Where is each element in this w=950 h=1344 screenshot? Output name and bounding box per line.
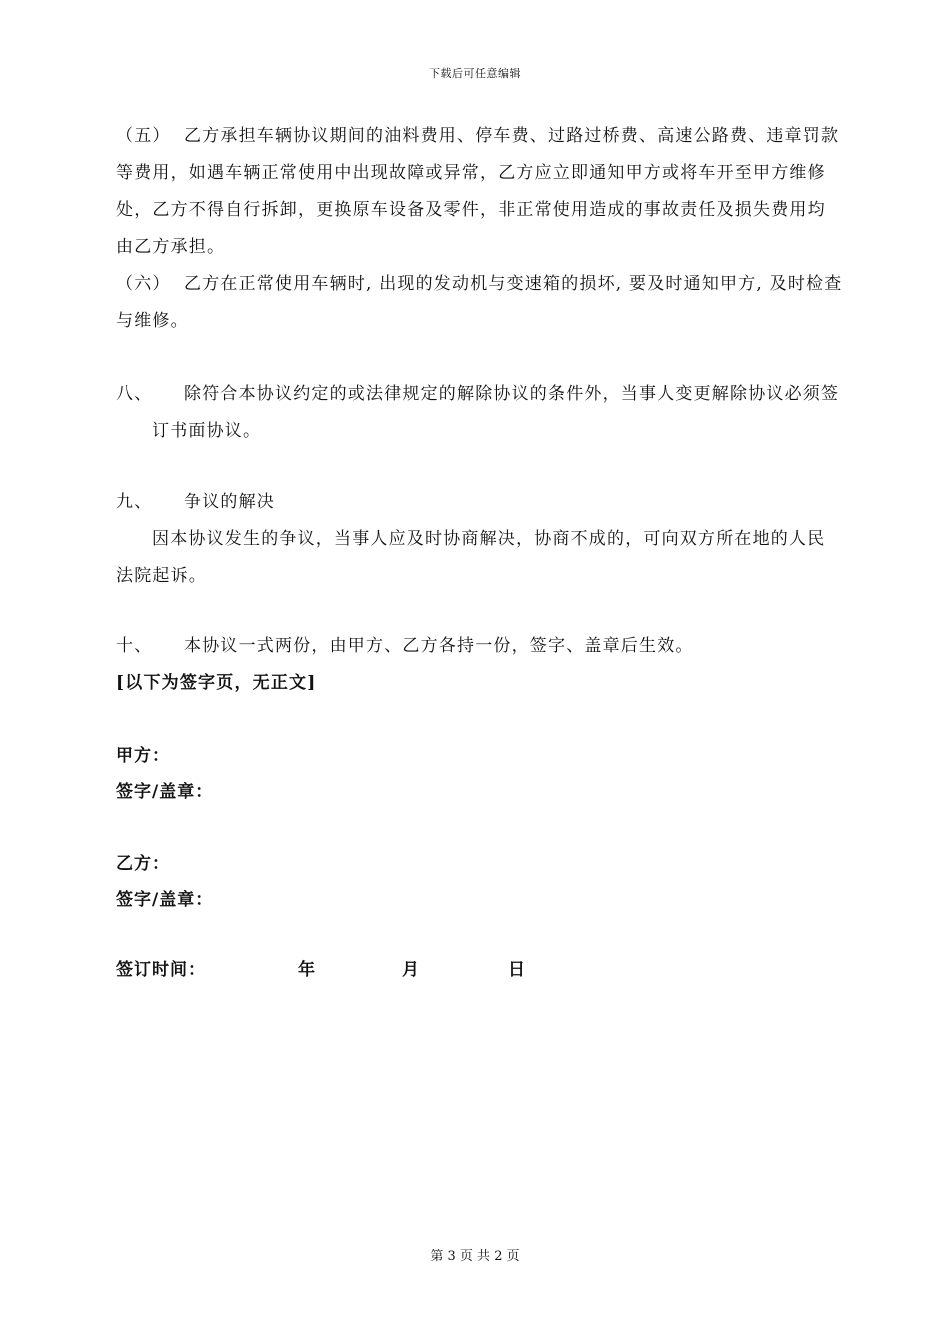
clause-9-head — [116, 484, 876, 521]
clause-5-number: （五） — [116, 126, 171, 146]
clause-9-title: 争议的解决 — [184, 492, 275, 512]
sign-date-month: 月 — [402, 960, 420, 980]
clause-5-text-1: 乙方承担车辆协议期间的油料费用、停车费、过路过桥费、高速公路费、违章罚款 — [184, 126, 840, 146]
party-a-label: 甲方： — [116, 746, 170, 766]
sign-date-line — [116, 958, 616, 982]
sign-date-label: 签订时间： — [116, 960, 206, 980]
clause-6 — [116, 266, 876, 340]
party-a-sign-label: 签字/盖章： — [116, 782, 214, 802]
sign-date-day: 日 — [508, 960, 526, 980]
clause-6-number: （六） — [116, 274, 171, 294]
sign-date-year: 年 — [298, 960, 316, 980]
clause-6-line-1 — [116, 266, 876, 303]
clause-9 — [116, 484, 876, 595]
clause-8-text-2: 订书面协议。 — [152, 421, 262, 441]
clause-5-line-2: 等费用，如遇车辆正常使用中出现故障或异常，乙方应立即通知甲方或将车开至甲方维修 — [116, 163, 826, 183]
clause-5-line-4: 由乙方承担。 — [116, 237, 226, 257]
clause-8-head — [116, 376, 876, 413]
clause-9-number: 九、 — [116, 492, 153, 512]
clause-5 — [116, 118, 876, 266]
signature-page-note: [以下为签字页，无正文] — [116, 673, 317, 693]
page-footer: 第 3 页 共 2 页 — [430, 1249, 520, 1264]
clause-10 — [116, 628, 876, 702]
page-header: 下载后可任意编辑 — [429, 67, 521, 80]
clause-6-text-1: 乙方在正常使用车辆时, 出现的发动机与变速箱的损坏, 要及时通知甲方, 及时检查 — [184, 274, 843, 294]
clause-9-text-1: 因本协议发生的争议，当事人应及时协商解决，协商不成的，可向双方所在地的人民 — [152, 529, 826, 549]
clause-5-line-1 — [116, 118, 876, 155]
clause-5-line-3: 处，乙方不得自行拆卸，更换原车设备及零件，非正常使用造成的事故责任及损失费用均 — [116, 200, 826, 220]
clause-10-head — [116, 628, 876, 665]
clause-8-number: 八、 — [116, 384, 153, 404]
clause-10-number: 十、 — [116, 636, 153, 656]
party-b-sign-label: 签字/盖章： — [116, 890, 214, 910]
party-b-label: 乙方： — [116, 854, 170, 874]
clause-6-line-2: 与维修。 — [116, 311, 189, 331]
clause-8 — [116, 376, 876, 450]
clause-9-text-2: 法院起诉。 — [116, 566, 207, 586]
clause-10-text: 本协议一式两份，由甲方、乙方各持一份，签字、盖章后生效。 — [184, 636, 694, 656]
clause-8-text-1: 除符合本协议约定的或法律规定的解除协议的条件外，当事人变更解除协议必须签 — [184, 384, 840, 404]
